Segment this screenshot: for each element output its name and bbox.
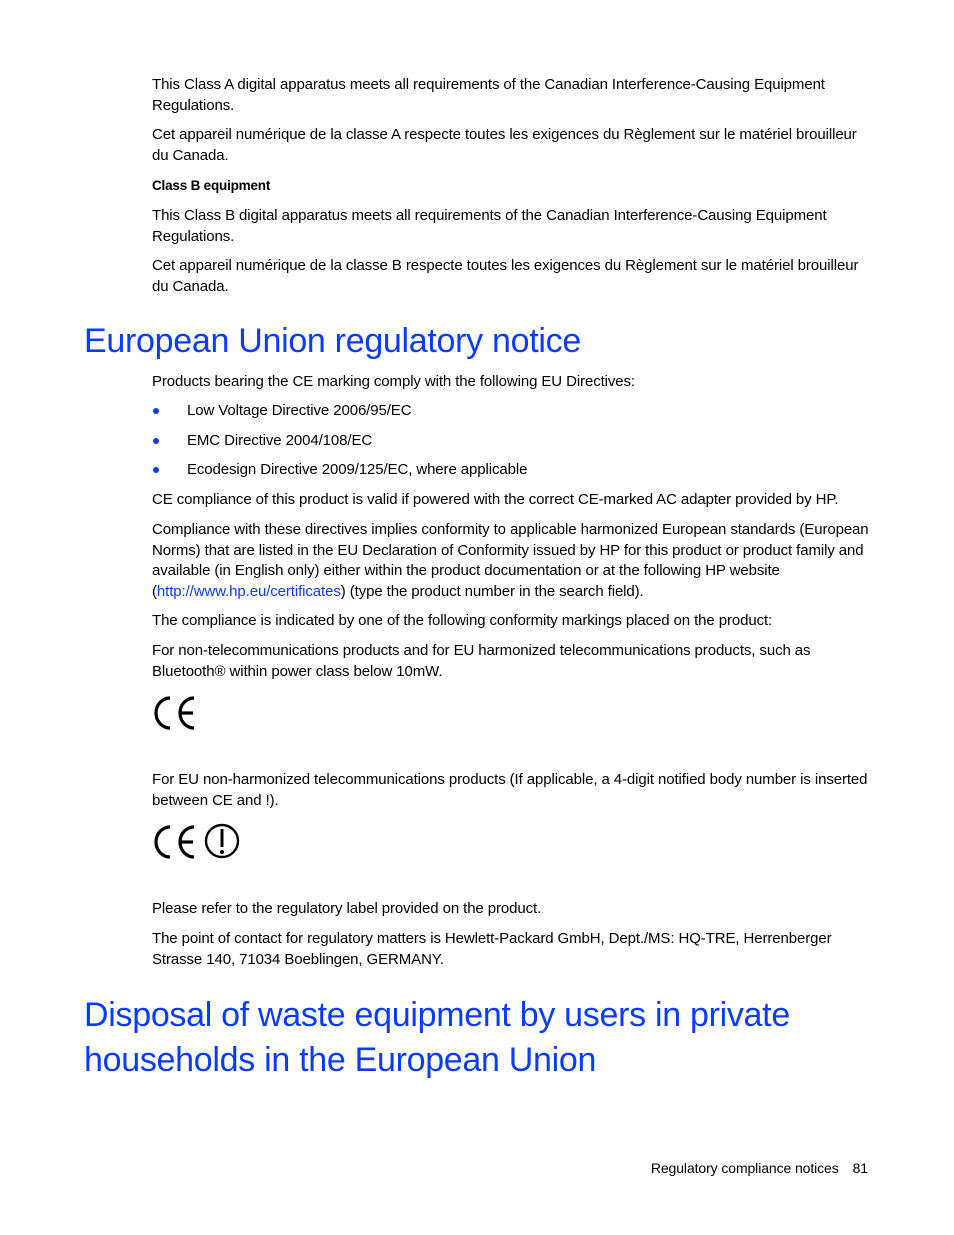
conformity-text-before-link: Compliance with these directives implies conformity to applicable harmonized European standards (European Norms) that are listed in the EU Declaration of Conformity issued by HP for this product or product family and available (in English only) either within the product documentation or at the following HP website ( bbox=[152, 521, 869, 600]
disposal-heading-line1: Disposal of waste equipment by users in private bbox=[84, 996, 790, 1034]
class-b-english-text: This Class B digital apparatus meets all requirements of the Canadian Interference-Causing Equipment Regulations. bbox=[152, 207, 827, 245]
harmonized-text: For non-telecommunications products and for EU harmonized telecommunications products, such as Bluetooth® within power class below 10mW. bbox=[152, 642, 811, 680]
ce-mark-icon bbox=[152, 693, 874, 733]
label-text: Please refer to the regulatory label provided on the product. bbox=[152, 900, 542, 917]
canada-class-a-section bbox=[152, 75, 874, 116]
markings-intro-text: The compliance is indicated by one of the following conformity markings placed on the product: bbox=[152, 612, 773, 629]
disposal-heading bbox=[84, 993, 790, 1082]
certificates-link[interactable]: http://www.hp.eu/certificates bbox=[156, 582, 341, 600]
canada-class-b-section bbox=[152, 206, 874, 247]
footer-section-title: Regulatory compliance notices bbox=[650, 1160, 839, 1176]
directive-item bbox=[152, 460, 874, 481]
contact-block bbox=[152, 929, 874, 970]
page-number: 81 bbox=[852, 1160, 868, 1176]
ce-alert-mark-icon bbox=[152, 822, 874, 862]
class-a-french-text: Cet appareil numérique de la classe A respecte toutes les exigences du Règlement sur le matériel brouilleur du Canada. bbox=[152, 126, 857, 164]
non-harmonized-block bbox=[152, 770, 874, 811]
adapter-text: CE compliance of this product is valid if powered with the correct CE-marked AC adapter provided by HP. bbox=[152, 491, 839, 508]
canada-class-a-french bbox=[152, 125, 874, 166]
directives-list-block bbox=[152, 401, 874, 490]
canada-class-b-french bbox=[152, 256, 874, 297]
non-harmonized-text: For EU non-harmonized telecommunications products (If applicable, a 4-digit notified body number is inserted between CE and !). bbox=[152, 771, 868, 809]
class-a-english-text: This Class A digital apparatus meets all requirements of the Canadian Interference-Causing Equipment Regulations. bbox=[152, 76, 825, 114]
conformity-text-after-link: ) (type the product number in the search field). bbox=[340, 582, 644, 600]
conformity-text bbox=[152, 520, 874, 602]
class-b-french-text: Cet appareil numérique de la classe B respecte toutes les exigences du Règlement sur le matériel brouilleur du Canada. bbox=[152, 257, 859, 295]
conformity-block bbox=[152, 520, 874, 602]
class-b-heading: Class B equipment bbox=[152, 178, 271, 193]
eu-notice-heading: European Union regulatory notice bbox=[84, 322, 581, 360]
harmonized-block bbox=[152, 641, 874, 682]
directive-text: EMC Directive 2004/108/EC bbox=[187, 431, 373, 449]
markings-intro-block bbox=[152, 611, 874, 632]
directives-list bbox=[152, 401, 874, 481]
directive-item bbox=[152, 431, 874, 452]
bullet-icon bbox=[153, 408, 159, 414]
bullet-icon bbox=[153, 438, 159, 444]
directive-text: Low Voltage Directive 2006/95/EC bbox=[187, 402, 412, 419]
bullet-icon bbox=[153, 467, 159, 473]
contact-text: The point of contact for regulatory matters is Hewlett-Packard GmbH, Dept./MS: HQ-TRE, Herrenberger Strasse 140, 71034 Boeblingen, GERMANY. bbox=[152, 930, 832, 968]
directive-text: Ecodesign Directive 2009/125/EC, where applicable bbox=[187, 461, 528, 478]
eu-intro-text: Products bearing the CE marking comply with the following EU Directives: bbox=[152, 373, 636, 390]
adapter-block bbox=[152, 490, 874, 511]
disposal-heading-line2: households in the European Union bbox=[84, 1040, 597, 1079]
class-b-heading-block bbox=[152, 176, 874, 196]
label-block bbox=[152, 899, 874, 920]
eu-intro-block bbox=[152, 372, 874, 393]
directive-item bbox=[152, 401, 874, 422]
page-footer bbox=[651, 1158, 868, 1178]
